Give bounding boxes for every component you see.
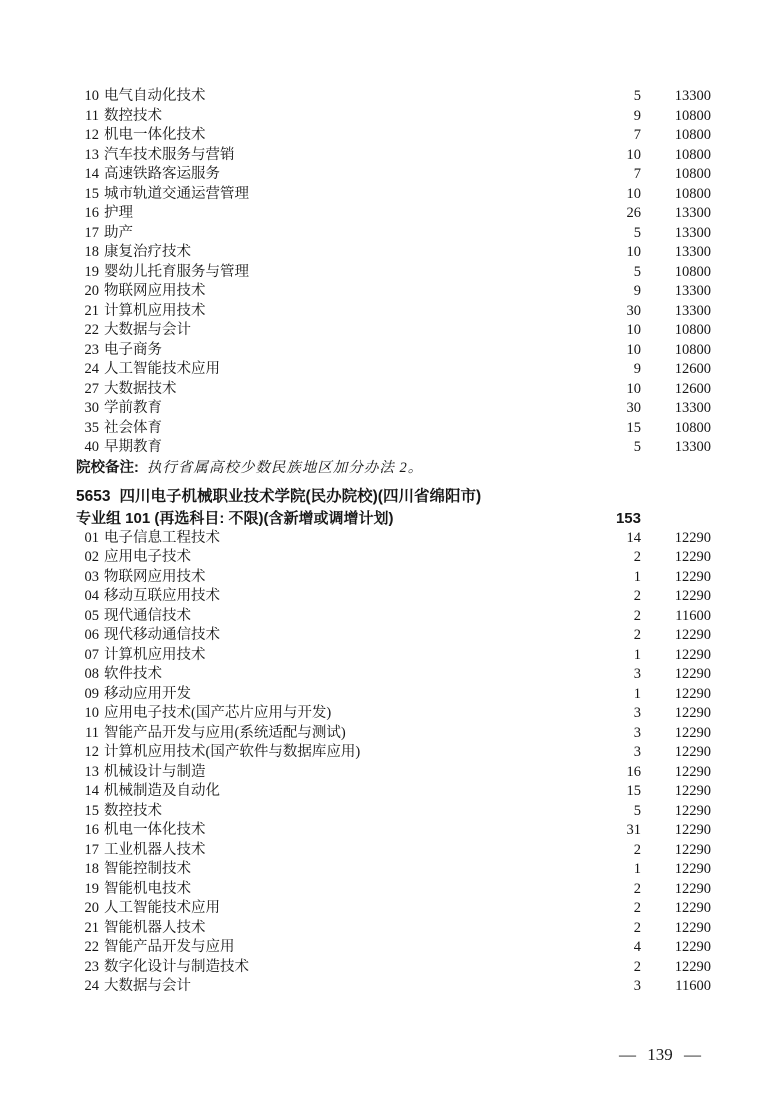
plan-row-no: 16 <box>84 205 99 221</box>
plan-row-count: 3 <box>633 666 641 682</box>
plan-row <box>0 977 777 997</box>
plan-row-name: 大数据技术 <box>104 380 177 397</box>
plan-row-name: 软件技术 <box>104 666 162 682</box>
plan-row-fee: 13300 <box>674 283 711 299</box>
plan-row-fee: 13300 <box>674 302 711 319</box>
plan-row-name: 数字化设计与制造技术 <box>104 958 249 975</box>
plan-row-count: 2 <box>633 549 641 565</box>
plan-row-name: 应用电子技术(国产芯片应用与开发) <box>104 705 332 721</box>
plan-row-fee: 12290 <box>674 529 711 546</box>
plan-row-count: 5 <box>633 88 641 104</box>
plan-row <box>0 919 777 939</box>
plan-row <box>0 899 777 919</box>
plan-row <box>0 146 777 166</box>
plan-row-name: 高速铁路客运服务 <box>104 166 220 182</box>
plan-row-no: 23 <box>84 958 99 975</box>
plan-row-name: 智能机电技术 <box>104 880 191 897</box>
plan-row <box>0 860 777 880</box>
plan-row-no: 10 <box>84 705 99 721</box>
plan-row-no: 03 <box>84 568 99 585</box>
plan-row-no: 23 <box>84 341 99 358</box>
plan-row-name: 机电一体化技术 <box>104 822 206 838</box>
plan-row-count: 15 <box>626 783 641 799</box>
plan-row-fee: 12290 <box>674 958 711 975</box>
plan-row-name: 移动应用开发 <box>104 685 191 702</box>
page-content <box>0 87 777 997</box>
plan-table-section-1 <box>0 87 777 458</box>
plan-row-no: 10 <box>84 88 99 104</box>
major-group-header <box>0 508 777 529</box>
plan-row-name: 机械设计与制造 <box>104 763 206 780</box>
plan-row-no: 19 <box>84 263 99 280</box>
plan-row-fee: 12290 <box>674 900 711 916</box>
plan-row-fee: 12600 <box>674 380 711 397</box>
plan-row <box>0 263 777 283</box>
plan-row <box>0 126 777 146</box>
page-number-label: — 139 — <box>619 1045 701 1064</box>
page-number <box>575 1045 745 1065</box>
plan-row-no: 05 <box>84 607 99 624</box>
plan-row <box>0 607 777 627</box>
plan-table-section-2 <box>0 529 777 997</box>
plan-row-count: 9 <box>633 107 641 124</box>
plan-row <box>0 529 777 549</box>
plan-row <box>0 204 777 224</box>
plan-row <box>0 587 777 607</box>
plan-row-no: 19 <box>84 880 99 897</box>
plan-row-no: 02 <box>84 549 99 565</box>
plan-row-count: 2 <box>633 880 641 897</box>
plan-row-count: 3 <box>633 978 641 994</box>
plan-row-fee: 12290 <box>674 646 711 663</box>
plan-row <box>0 841 777 861</box>
plan-row-name: 电子信息工程技术 <box>104 529 220 546</box>
plan-row-count: 2 <box>633 627 641 643</box>
plan-row-no: 04 <box>84 588 99 604</box>
plan-row <box>0 646 777 666</box>
plan-row-count: 10 <box>626 244 641 260</box>
plan-row-no: 18 <box>84 244 99 260</box>
plan-row-fee: 10800 <box>674 185 711 202</box>
plan-row-name: 康复治疗技术 <box>104 244 191 260</box>
plan-row <box>0 626 777 646</box>
plan-row-count: 10 <box>626 341 641 358</box>
plan-row <box>0 185 777 205</box>
plan-row-count: 3 <box>633 744 641 760</box>
plan-row-no: 27 <box>84 380 99 397</box>
plan-row-no: 13 <box>84 763 99 780</box>
plan-row-no: 17 <box>84 841 99 858</box>
plan-row-fee: 10800 <box>674 146 711 163</box>
plan-row-no: 07 <box>84 646 99 663</box>
plan-row-name: 助产 <box>104 224 133 241</box>
plan-row-fee: 10800 <box>674 107 711 124</box>
plan-row <box>0 321 777 341</box>
plan-row <box>0 763 777 783</box>
plan-row-no: 40 <box>84 439 99 455</box>
plan-row-name: 电气自动化技术 <box>104 88 206 104</box>
plan-row-no: 15 <box>84 802 99 819</box>
plan-row-name: 应用电子技术 <box>104 549 191 565</box>
school-code: 5653 <box>76 487 111 505</box>
plan-row-count: 2 <box>633 588 641 604</box>
plan-row-no: 12 <box>84 127 99 143</box>
plan-row-count: 1 <box>633 861 641 877</box>
plan-row-count: 16 <box>626 763 641 780</box>
plan-row-no: 20 <box>84 900 99 916</box>
plan-row-fee: 10800 <box>674 341 711 358</box>
plan-row-count: 10 <box>626 322 641 338</box>
plan-row-count: 1 <box>633 685 641 702</box>
plan-row-count: 14 <box>626 529 641 546</box>
plan-row-fee: 13300 <box>674 88 711 104</box>
plan-row-name: 计算机应用技术(国产软件与数据库应用) <box>104 744 361 760</box>
plan-row-no: 30 <box>84 400 99 416</box>
plan-row-no: 17 <box>84 224 99 241</box>
plan-row-count: 1 <box>633 568 641 585</box>
plan-row <box>0 938 777 958</box>
plan-row-no: 18 <box>84 861 99 877</box>
plan-row-fee: 12290 <box>674 549 711 565</box>
plan-row-count: 4 <box>633 939 641 955</box>
plan-row <box>0 419 777 439</box>
plan-row-fee: 12290 <box>674 919 711 936</box>
plan-row-name: 智能控制技术 <box>104 861 191 877</box>
plan-row-no: 21 <box>84 302 99 319</box>
plan-row <box>0 87 777 107</box>
plan-row-count: 5 <box>633 224 641 241</box>
plan-row <box>0 360 777 380</box>
plan-row-fee: 12290 <box>674 841 711 858</box>
major-group-total: 153 <box>615 509 641 527</box>
plan-row-name: 现代通信技术 <box>104 607 191 624</box>
plan-row-fee: 10800 <box>674 419 711 436</box>
plan-row <box>0 243 777 263</box>
plan-row-count: 5 <box>633 263 641 280</box>
plan-row-fee: 12290 <box>674 568 711 585</box>
plan-row-fee: 10800 <box>674 263 711 280</box>
plan-row-count: 2 <box>633 919 641 936</box>
remark-label: 院校备注: <box>76 459 139 476</box>
plan-row-fee: 10800 <box>674 166 711 182</box>
plan-row-count: 10 <box>626 380 641 397</box>
plan-row-count: 9 <box>633 283 641 299</box>
plan-row-name: 现代移动通信技术 <box>104 627 220 643</box>
plan-row-count: 10 <box>626 185 641 202</box>
plan-row-no: 08 <box>84 666 99 682</box>
plan-row-count: 26 <box>626 205 641 221</box>
plan-row-name: 工业机器人技术 <box>104 841 206 858</box>
plan-row-fee: 12290 <box>674 939 711 955</box>
plan-row-name: 城市轨道交通运营管理 <box>104 185 249 202</box>
plan-row <box>0 165 777 185</box>
plan-row-count: 2 <box>633 607 641 624</box>
plan-row-name: 电子商务 <box>104 341 162 358</box>
plan-row-fee: 13300 <box>674 400 711 416</box>
plan-row-no: 35 <box>84 419 99 436</box>
plan-row <box>0 548 777 568</box>
plan-row-name: 社会体育 <box>104 419 162 436</box>
plan-row-fee: 12290 <box>674 802 711 819</box>
plan-row-name: 智能产品开发与应用(系统适配与测试) <box>104 724 346 741</box>
plan-row-name: 数控技术 <box>104 802 162 819</box>
plan-row-name: 机电一体化技术 <box>104 127 206 143</box>
plan-row-no: 09 <box>84 685 99 702</box>
plan-row-count: 30 <box>626 302 641 319</box>
plan-row-fee: 12290 <box>674 627 711 643</box>
plan-row-name: 计算机应用技术 <box>104 302 206 319</box>
plan-row-no: 11 <box>85 724 99 741</box>
plan-row-fee: 12290 <box>674 783 711 799</box>
plan-row-fee: 12290 <box>674 685 711 702</box>
plan-row <box>0 380 777 400</box>
plan-row-no: 15 <box>84 185 99 202</box>
plan-row <box>0 224 777 244</box>
plan-row-count: 2 <box>633 900 641 916</box>
plan-row-name: 大数据与会计 <box>104 978 191 994</box>
plan-row-no: 11 <box>85 107 99 124</box>
plan-row-fee: 12290 <box>674 744 711 760</box>
plan-row-name: 智能机器人技术 <box>104 919 206 936</box>
plan-row <box>0 341 777 361</box>
plan-row-count: 7 <box>633 166 641 182</box>
plan-row-count: 3 <box>633 705 641 721</box>
plan-row <box>0 958 777 978</box>
plan-row-name: 计算机应用技术 <box>104 646 206 663</box>
plan-row-fee: 12290 <box>674 666 711 682</box>
plan-row-fee: 12290 <box>674 705 711 721</box>
plan-row-name: 机械制造及自动化 <box>104 783 220 799</box>
plan-row <box>0 685 777 705</box>
plan-row-count: 15 <box>626 419 641 436</box>
plan-row-name: 人工智能技术应用 <box>104 900 220 916</box>
plan-row-count: 3 <box>633 724 641 741</box>
plan-row <box>0 438 777 458</box>
plan-row <box>0 743 777 763</box>
plan-row <box>0 880 777 900</box>
school-remark-line <box>0 458 777 478</box>
plan-row-fee: 12290 <box>674 861 711 877</box>
plan-row-no: 24 <box>84 978 99 994</box>
plan-row-name: 物联网应用技术 <box>104 283 206 299</box>
plan-row-no: 13 <box>84 146 99 163</box>
plan-row-fee: 12290 <box>674 880 711 897</box>
plan-row-count: 1 <box>633 646 641 663</box>
plan-row <box>0 821 777 841</box>
plan-row-no: 12 <box>84 744 99 760</box>
plan-row-name: 汽车技术服务与营销 <box>104 146 235 163</box>
plan-row <box>0 724 777 744</box>
plan-row-fee: 13300 <box>674 439 711 455</box>
plan-row-count: 5 <box>633 802 641 819</box>
plan-row <box>0 107 777 127</box>
plan-row-no: 14 <box>84 166 99 182</box>
plan-row-count: 2 <box>633 841 641 858</box>
plan-row-count: 10 <box>626 146 641 163</box>
plan-row-name: 人工智能技术应用 <box>104 361 220 377</box>
plan-row-count: 5 <box>633 439 641 455</box>
plan-row-fee: 12290 <box>674 724 711 741</box>
plan-row-fee: 11600 <box>675 607 711 624</box>
remark-text: 执行省属高校少数民族地区加分办法 2。 <box>146 459 424 476</box>
plan-row-no: 22 <box>84 939 99 955</box>
plan-row <box>0 665 777 685</box>
plan-row-name: 大数据与会计 <box>104 322 191 338</box>
plan-row-count: 30 <box>626 400 641 416</box>
plan-row-count: 31 <box>626 822 641 838</box>
plan-row-fee: 12290 <box>674 763 711 780</box>
plan-row-no: 01 <box>84 529 99 546</box>
plan-row <box>0 399 777 419</box>
plan-row-fee: 10800 <box>674 322 711 338</box>
plan-row-count: 9 <box>633 361 641 377</box>
plan-row-no: 06 <box>84 627 99 643</box>
plan-row-fee: 13300 <box>674 244 711 260</box>
plan-row-fee: 12290 <box>674 588 711 604</box>
plan-row-name: 物联网应用技术 <box>104 568 206 585</box>
plan-row-name: 早期教育 <box>104 439 162 455</box>
plan-row <box>0 704 777 724</box>
school-name: 四川电子机械职业技术学院(民办院校)(四川省绵阳市) <box>119 487 482 505</box>
plan-row-no: 20 <box>84 283 99 299</box>
plan-row-no: 21 <box>84 919 99 936</box>
plan-row <box>0 782 777 802</box>
plan-row-no: 24 <box>84 361 99 377</box>
plan-row <box>0 302 777 322</box>
plan-row <box>0 802 777 822</box>
plan-row-fee: 12290 <box>674 822 711 838</box>
plan-row <box>0 568 777 588</box>
plan-row-name: 智能产品开发与应用 <box>104 939 235 955</box>
plan-row-fee: 12600 <box>674 361 711 377</box>
plan-row-name: 学前教育 <box>104 400 162 416</box>
plan-row-count: 7 <box>633 127 641 143</box>
plan-row-no: 14 <box>84 783 99 799</box>
plan-row-fee: 10800 <box>674 127 711 143</box>
plan-row-fee: 13300 <box>674 205 711 221</box>
plan-row-fee: 13300 <box>674 224 711 241</box>
plan-row-count: 2 <box>633 958 641 975</box>
plan-row <box>0 282 777 302</box>
plan-row-no: 22 <box>84 322 99 338</box>
plan-row-fee: 11600 <box>675 978 711 994</box>
school-header <box>0 486 777 508</box>
plan-row-name: 婴幼儿托育服务与管理 <box>104 263 249 280</box>
plan-row-no: 16 <box>84 822 99 838</box>
plan-row-name: 护理 <box>104 205 133 221</box>
plan-row-name: 数控技术 <box>104 107 162 124</box>
major-group-label: 专业组 101 (再选科目: 不限)(含新增或调增计划) <box>76 509 394 527</box>
plan-row-name: 移动互联应用技术 <box>104 588 220 604</box>
